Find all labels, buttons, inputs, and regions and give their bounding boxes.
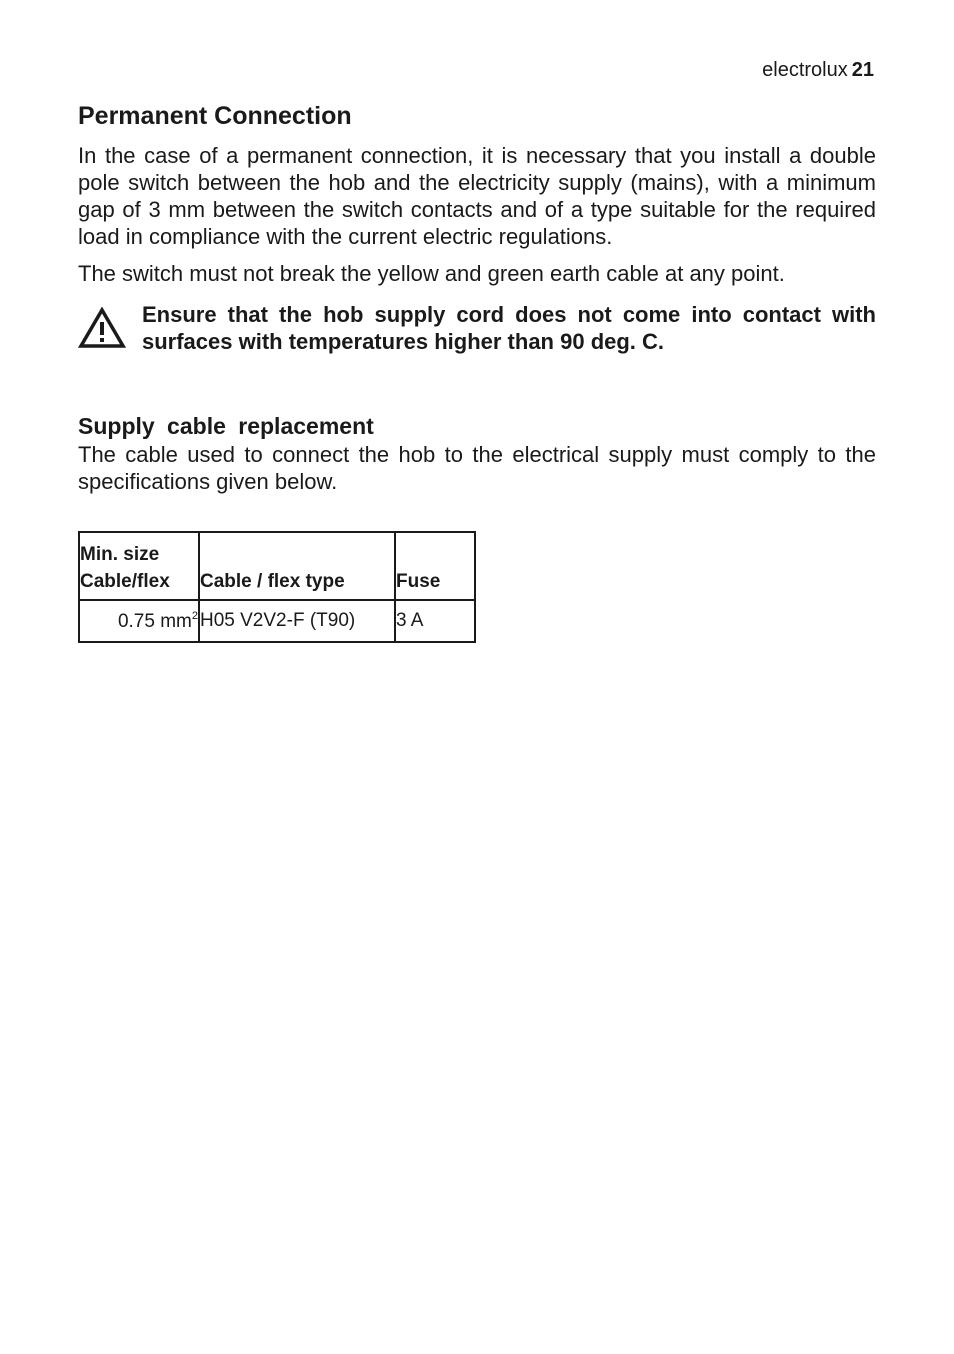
paragraph-supply-cable: The cable used to connect the hob to the electrical supply must comply to the specifications given below. [78,442,876,494]
min-size-value: 0.75 mm [117,610,192,632]
paragraph-permanent-connection: In the case of a permanent connection, it is necessary that you install a double pole switch between the hob and the electricity supply (mains), with a minimum gap of 3 mm between the switch contacts and of a type suitable for the required load in compliance with the current electric regulations. [78,143,876,249]
header-min-size-line1: Min. size [80,544,160,565]
page-content [78,100,876,643]
section-title-permanent-connection: Permanent Connection [78,102,352,130]
page-header [762,58,874,82]
header-cable-type: Cable / flex type [199,532,395,600]
warning-notice [78,301,876,355]
cell-min-size [79,600,199,642]
page-number: 21 [851,59,874,81]
cable-spec-table [78,531,476,643]
warning-text: Ensure that the hob supply cord does not come into contact with surfaces with temperatures higher than 90 deg. C. [142,302,876,354]
cell-cable-type: H05 V2V2-F (T90) [199,600,395,642]
cell-fuse: 3 A [395,600,475,642]
table-header-row [79,532,475,600]
min-size-superscript: 2 [191,609,198,622]
header-fuse: Fuse [395,532,475,600]
header-min-size-line2: Cable/flex [80,571,170,592]
warning-triangle-icon [78,307,126,349]
brand-name: electrolux [762,59,848,81]
paragraph-earth-cable: The switch must not break the yellow and green earth cable at any point. [78,261,785,286]
header-min-size [79,532,199,600]
table-row [79,600,475,642]
section-title-supply-cable: Supply cable replacement [78,413,374,439]
